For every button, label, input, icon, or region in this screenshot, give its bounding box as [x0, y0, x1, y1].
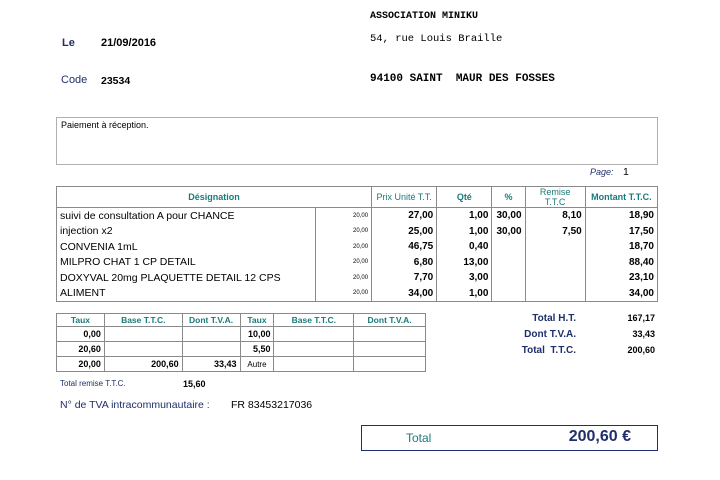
- items-table: [56, 186, 658, 302]
- item-percent: [492, 286, 525, 302]
- vat-cell: 0,00: [57, 327, 105, 342]
- vat-cell: Autre: [240, 357, 274, 372]
- code-value: 23534: [101, 75, 131, 87]
- grand-total-box: [361, 425, 658, 451]
- total-ttc-label: Total T.T.C.: [521, 345, 576, 356]
- vat-header-cell: Base T.T.C.: [104, 314, 182, 327]
- code-label: Code: [61, 74, 88, 86]
- vat-header-cell: Base T.T.C.: [274, 314, 354, 327]
- item-amount: 34,00: [585, 286, 657, 302]
- item-qty: 1,00: [437, 286, 492, 302]
- vat-number-value: FR 83453217036: [231, 399, 313, 411]
- org-street: 54, rue Louis Braille: [370, 33, 503, 45]
- item-designation: suivi de consultation A pour CHANCE: [57, 208, 316, 224]
- vat-cell: 200,60: [104, 357, 182, 372]
- comment-text: Paiement à réception.: [61, 120, 149, 130]
- item-vat-rate: 20,00: [315, 255, 371, 271]
- item-unit-price: 6,80: [372, 255, 437, 271]
- item-vat-rate: 20,00: [315, 224, 371, 240]
- page-label: Page:: [590, 167, 614, 177]
- discount-total-value: 15,60: [183, 379, 206, 389]
- vat-cell: [274, 327, 354, 342]
- item-designation: injection x2: [57, 224, 316, 240]
- item-designation: ALIMENT: [57, 286, 316, 302]
- vat-header-row: [57, 314, 426, 327]
- item-amount: 23,10: [585, 270, 657, 286]
- item-discount: [525, 239, 585, 255]
- vat-cell: [182, 342, 240, 357]
- vat-row: [57, 342, 426, 357]
- item-vat-rate: 20,00: [315, 286, 371, 302]
- header-qty: Qté: [437, 187, 492, 208]
- grand-total-value: 200,60 €: [568, 428, 631, 445]
- item-discount: 8,10: [525, 208, 585, 224]
- vat-header-cell: Dont T.V.A.: [354, 314, 426, 327]
- item-amount: 17,50: [585, 224, 657, 240]
- item-discount: [525, 270, 585, 286]
- vat-cell: [274, 357, 354, 372]
- vat-header-cell: Taux: [57, 314, 105, 327]
- vat-row: [57, 357, 426, 372]
- table-row: [57, 255, 658, 271]
- vat-cell: 20,00: [57, 357, 105, 372]
- item-designation: DOXYVAL 20mg PLAQUETTE DETAIL 12 CPS: [57, 270, 316, 286]
- item-unit-price: 34,00: [372, 286, 437, 302]
- total-ht-label: Total H.T.: [532, 313, 576, 324]
- item-amount: 88,40: [585, 255, 657, 271]
- total-ht-value: 167,17: [627, 313, 655, 323]
- items-header-row: [57, 187, 658, 208]
- total-tva-label: Dont T.V.A.: [524, 329, 576, 340]
- item-amount: 18,90: [585, 208, 657, 224]
- item-qty: 1,00: [437, 208, 492, 224]
- item-unit-price: 7,70: [372, 270, 437, 286]
- vat-header-cell: Dont T.V.A.: [182, 314, 240, 327]
- vat-header-cell: Taux: [240, 314, 274, 327]
- item-vat-rate: 20,00: [315, 208, 371, 224]
- comment-box: [56, 117, 658, 165]
- header-amount: Montant T.T.C.: [585, 187, 657, 208]
- date-label: Le: [62, 37, 75, 49]
- vat-cell: [354, 357, 426, 372]
- item-amount: 18,70: [585, 239, 657, 255]
- item-discount: [525, 286, 585, 302]
- table-row: [57, 239, 658, 255]
- discount-total-label: Total remise T.T.C.: [60, 379, 126, 388]
- item-qty: 3,00: [437, 270, 492, 286]
- item-designation: MILPRO CHAT 1 CP DETAIL: [57, 255, 316, 271]
- header-unit-price: Prix Unité T.T.: [372, 187, 437, 208]
- item-percent: [492, 239, 525, 255]
- item-vat-rate: 20,00: [315, 239, 371, 255]
- vat-cell: [104, 327, 182, 342]
- total-ttc-value: 200,60: [627, 345, 655, 355]
- vat-cell: 20,60: [57, 342, 105, 357]
- table-row: [57, 224, 658, 240]
- item-percent: 30,00: [492, 224, 525, 240]
- vat-cell: [354, 342, 426, 357]
- vat-cell: [274, 342, 354, 357]
- item-qty: 0,40: [437, 239, 492, 255]
- grand-total-label: Total: [406, 431, 432, 445]
- vat-cell: 10,00: [240, 327, 274, 342]
- item-qty: 13,00: [437, 255, 492, 271]
- date-value: 21/09/2016: [101, 37, 157, 49]
- vat-row: [57, 327, 426, 342]
- header-percent: %: [492, 187, 525, 208]
- vat-cell: [182, 327, 240, 342]
- vat-cell: [104, 342, 182, 357]
- item-unit-price: 25,00: [372, 224, 437, 240]
- item-designation: CONVENIA 1mL: [57, 239, 316, 255]
- vat-cell: 33,43: [182, 357, 240, 372]
- table-row: [57, 270, 658, 286]
- org-city: 94100 SAINT MAUR DES FOSSES: [370, 73, 555, 85]
- item-discount: 7,50: [525, 224, 585, 240]
- org-name: ASSOCIATION MINIKU: [370, 11, 479, 22]
- vat-cell: 5,50: [240, 342, 274, 357]
- item-unit-price: 46,75: [372, 239, 437, 255]
- item-percent: [492, 270, 525, 286]
- item-percent: 30,00: [492, 208, 525, 224]
- table-row: [57, 286, 658, 302]
- vat-table: [56, 313, 426, 372]
- header-designation: Désignation: [57, 187, 372, 208]
- page-number: 1: [623, 166, 629, 178]
- vat-number-label: N° de TVA intracommunautaire :: [60, 399, 210, 411]
- total-tva-value: 33,43: [632, 329, 655, 339]
- vat-cell: [354, 327, 426, 342]
- table-row: [57, 208, 658, 224]
- item-qty: 1,00: [437, 224, 492, 240]
- item-vat-rate: 20,00: [315, 270, 371, 286]
- item-discount: [525, 255, 585, 271]
- item-unit-price: 27,00: [372, 208, 437, 224]
- header-discount: Remise T.T.C: [525, 187, 585, 208]
- item-percent: [492, 255, 525, 271]
